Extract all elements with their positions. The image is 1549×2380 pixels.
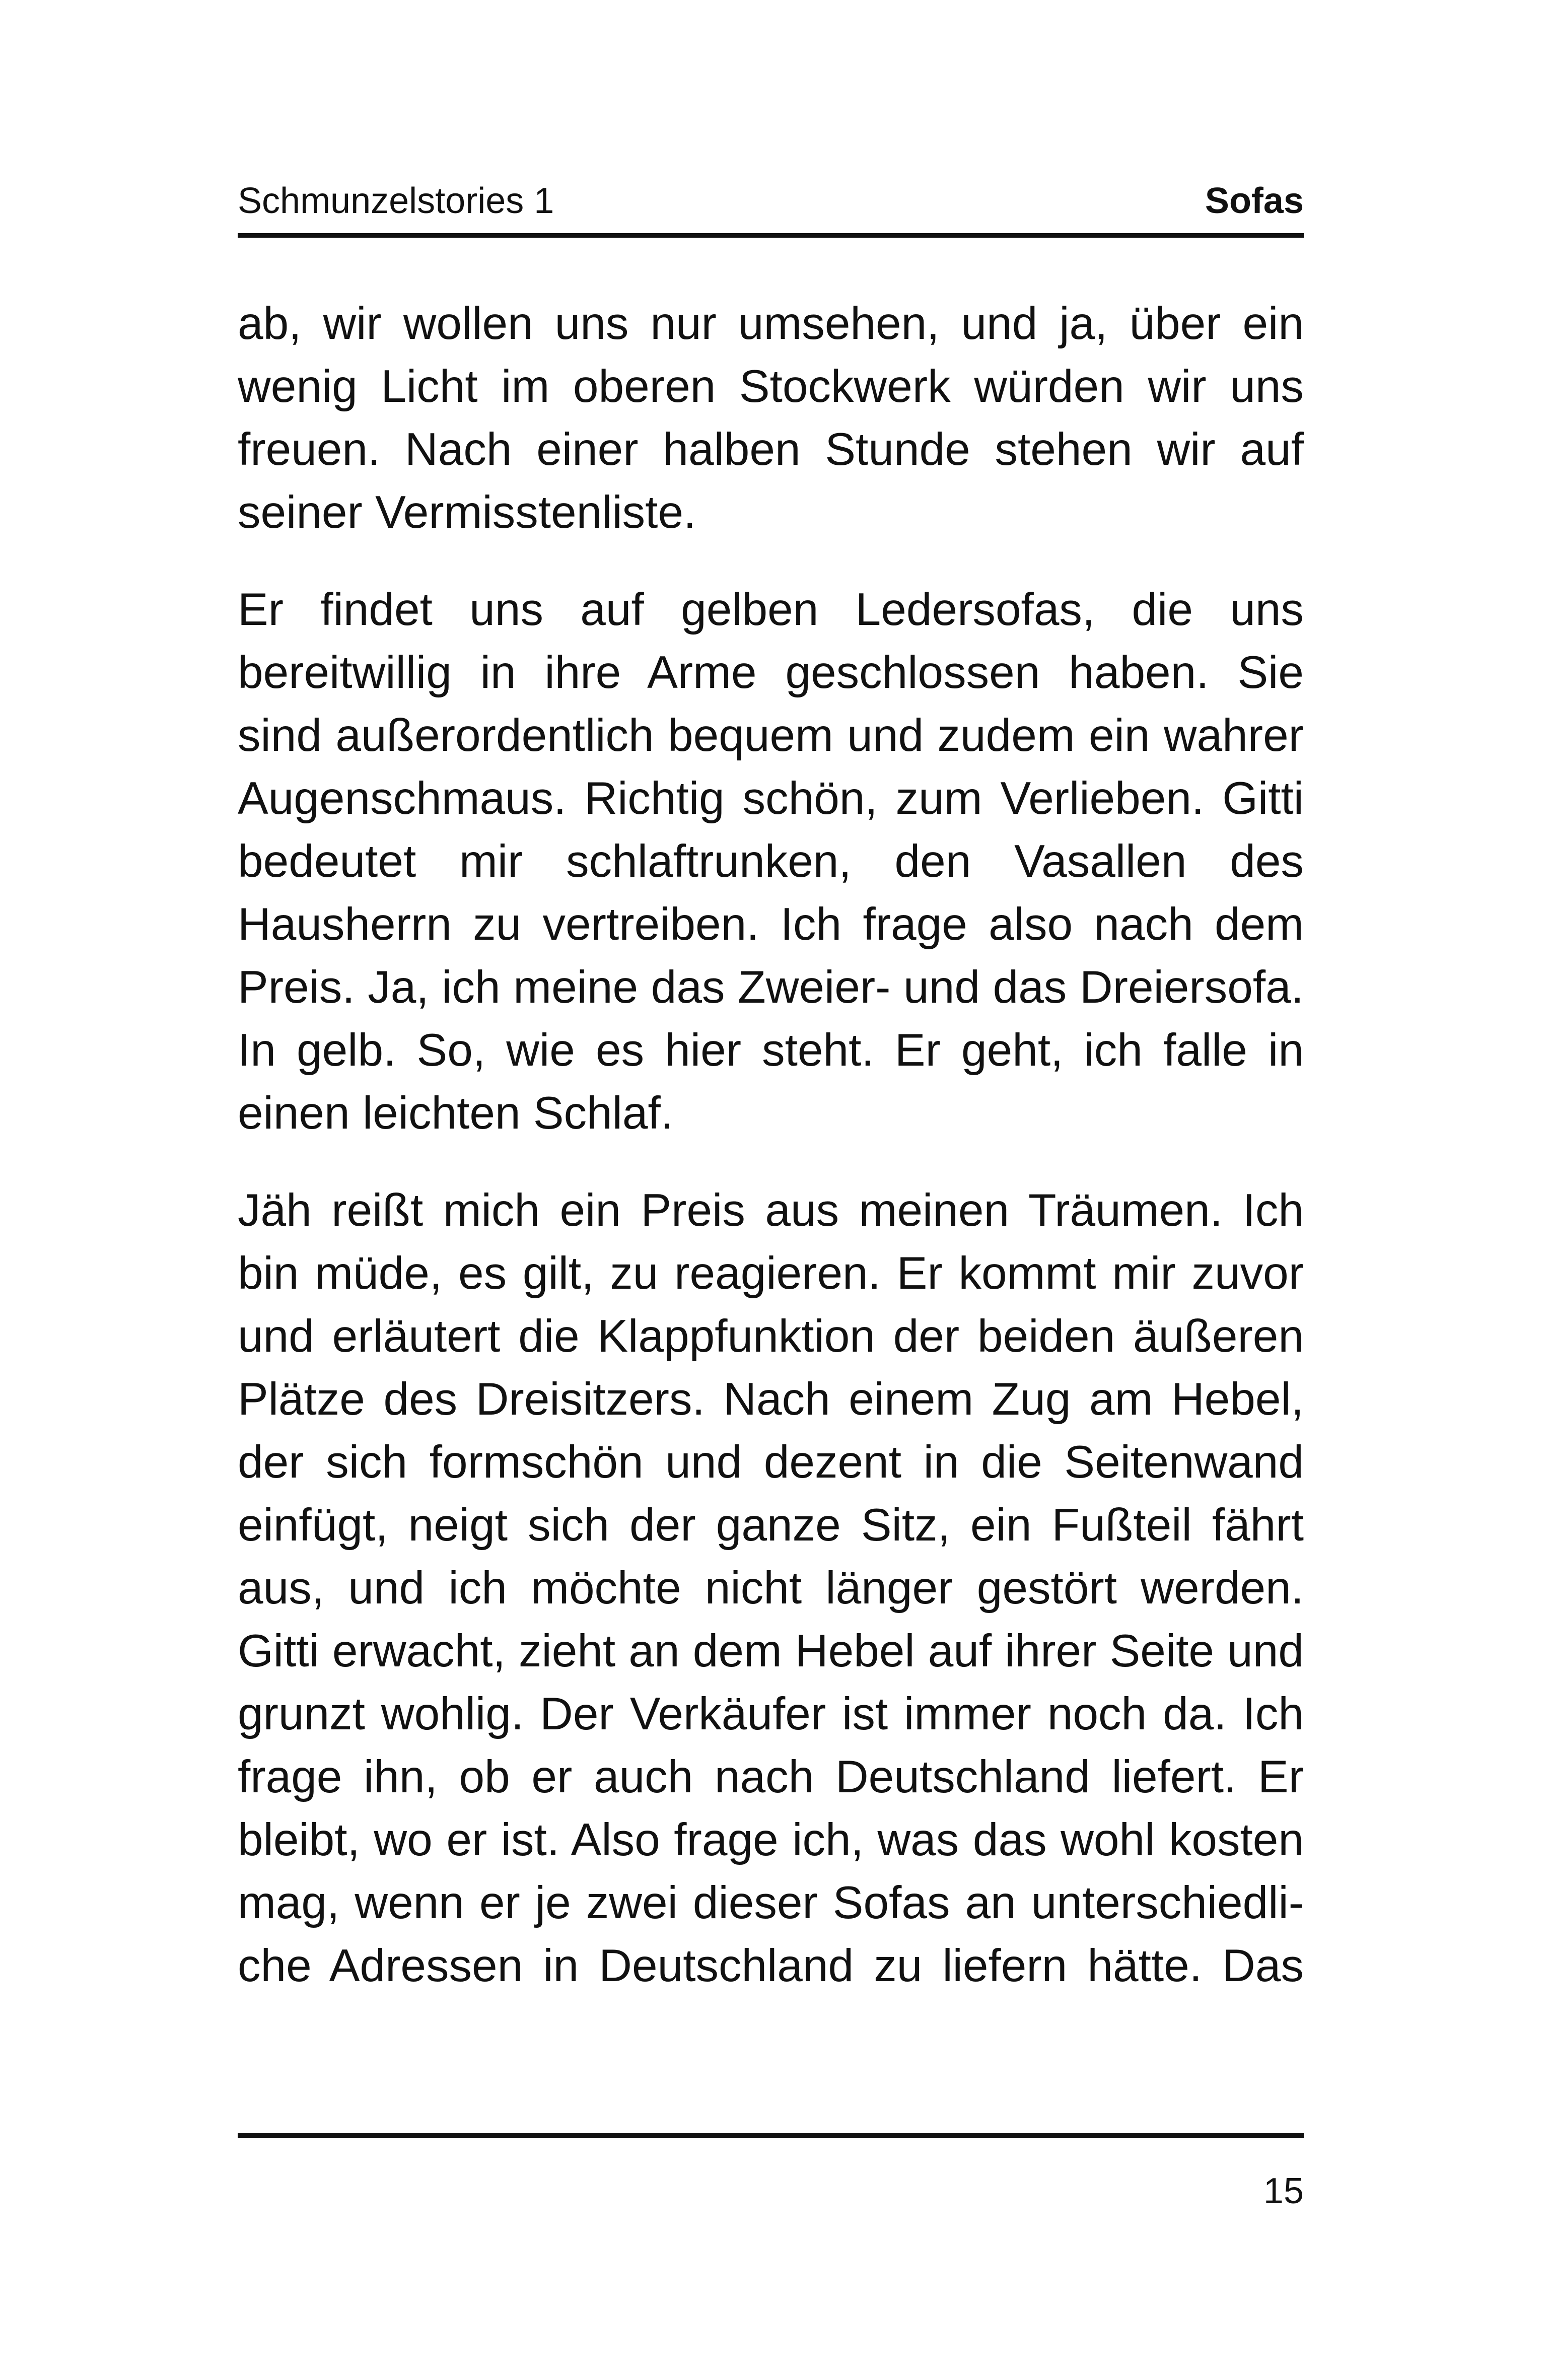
- book-title: Schmunzelstories 1: [238, 181, 554, 221]
- footer-divider: [238, 2133, 1304, 2138]
- body-text: [238, 292, 1304, 2032]
- running-header: [238, 176, 1304, 232]
- page-number: 15: [1263, 2171, 1304, 2211]
- header-divider: [238, 233, 1304, 238]
- paragraph-1: ab, wir wollen uns nur umsehen, und ja, über ein wenig Licht im oberen Stockwerk würden wir uns freuen. Nach einer halben Stunde stehen wir auf seiner Vermisstenliste.: [238, 298, 1304, 538]
- chapter-title: Sofas: [1205, 181, 1304, 221]
- paragraph-3: Jäh reißt mich ein Preis aus meinen Träumen. Ich bin müde, es gilt, zu reagieren. Er kommt mir zuvor und erläutert die Klappfunktion der beiden äußeren Plätze des Dreisitzers. Nach einem Zug am Hebel, der sich formschön und dezent in die Seitenwand einfügt, neigt sich der ganze Sitz, ein Fußteil fährt aus, und ich möchte nicht länger gestört werden. Gitti erwacht, zieht an dem Hebel auf ihrer Seite und grunzt wohlig. Der Verkäufer ist immer noch da. Ich frage ihn, ob er auch nach Deutschland liefert. Er bleibt, wo er ist. Also frage ich, was das wohl kosten mag, wenn er je zwei dieser Sofas an unterschiedli-che Adressen in Deutschland zu liefern hätte. Das: [238, 1185, 1304, 1991]
- paragraph-2: Er findet uns auf gelben Ledersofas, die uns bereitwillig in ihre Arme geschlossen haben. Sie sind außerordentlich bequem und zudem ein wahrer Augenschmaus. Richtig schön, zum Verlieben. Gitti bedeutet mir schlaftrunken, den Vasallen des Hausherrn zu vertreiben. Ich frage also nach dem Preis. Ja, ich meine das Zweier- und das Dreiersofa. In gelb. So, wie es hier steht. Er geht, ich falle in einen leichten Schlaf.: [238, 584, 1304, 1139]
